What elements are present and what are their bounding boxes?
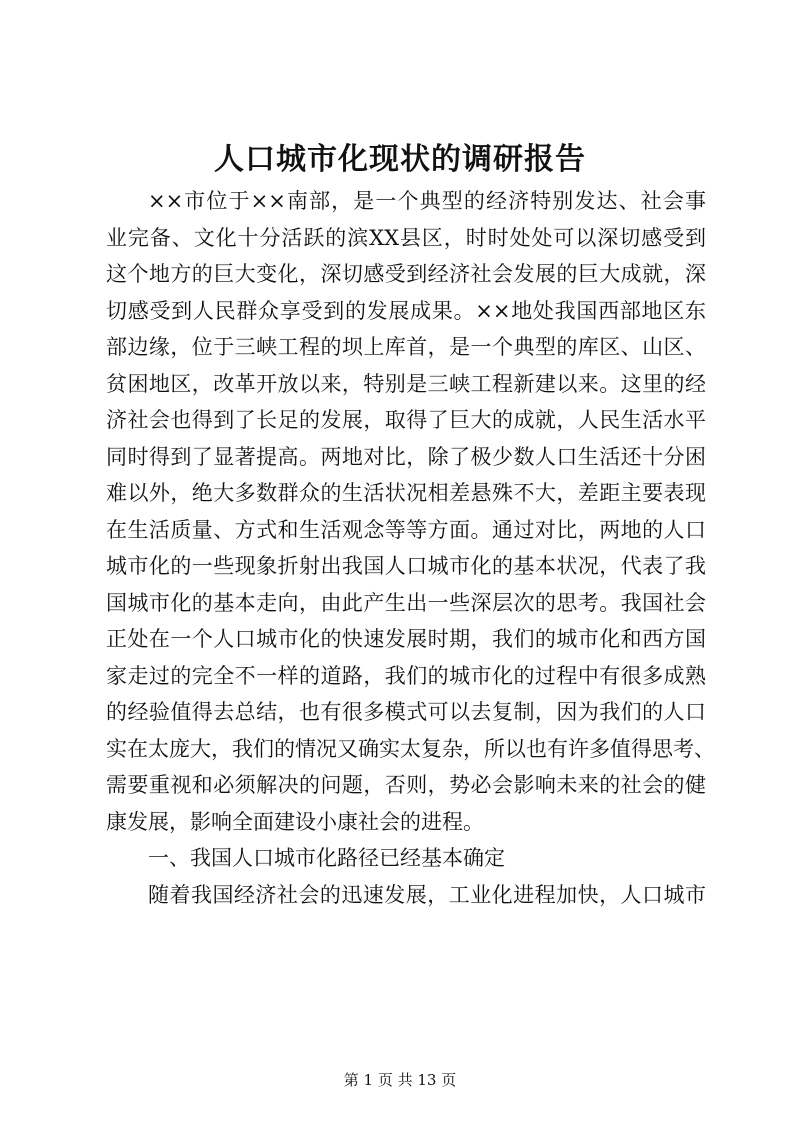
paragraph-line: 这个地方的巨大变化，深切感受到经济社会发展的巨大成就，深 — [106, 262, 706, 286]
document-title: 人口城市化现状的调研报告 — [214, 142, 586, 177]
section-heading: 一、我国人口城市化路径已经基本确定 — [148, 846, 505, 870]
paragraph-line: 正处在一个人口城市化的快速发展时期，我们的城市化和西方国 — [106, 627, 706, 651]
paragraph-line: 在生活质量、方式和生活观念等等方面。通过对比，两地的人口 — [106, 517, 706, 542]
paragraph-line: 部边缘，位于三峡工程的坝上库首，是一个典型的库区、山区、 — [106, 335, 706, 359]
paragraph-line: 的经验值得去总结，也有很多模式可以去复制，因为我们的人口 — [106, 700, 706, 724]
paragraph-line: 家走过的完全不一样的道路，我们的城市化的过程中有很多成熟 — [106, 663, 706, 688]
paragraph-line: 切感受到人民群众享受到的发展成果。××地处我国西部地区东 — [106, 298, 706, 323]
paragraph-line: 业完备、文化十分活跃的滨XX县区，时时处处可以深切感受到 — [106, 225, 706, 250]
paragraph-line: ××市位于××南部，是一个典型的经济特别发达、社会事 — [148, 189, 706, 213]
paragraph-line: 需要重视和必须解决的问题，否则，势必会影响未来的社会的健 — [106, 773, 706, 797]
paragraph-line: 国城市化的基本走向，由此产生出一些深层次的思考。我国社会 — [106, 590, 706, 615]
paragraph-line: 实在太庞大，我们的情况又确实太复杂，所以也有许多值得思考、 — [106, 736, 715, 761]
paragraph-line: 城市化的一些现象折射出我国人口城市化的基本状况，代表了我 — [106, 554, 706, 578]
paragraph-line: 康发展，影响全面建设小康社会的进程。 — [106, 809, 484, 834]
paragraph-line: 贫困地区，改革开放以来，特别是三峡工程新建以来。这里的经 — [106, 371, 706, 396]
paragraph-line: 难以外，绝大多数群众的生活状况相差悬殊不大，差距主要表现 — [106, 481, 706, 505]
paragraph-line: 济社会也得到了长足的发展，取得了巨大的成就，人民生活水平 — [106, 408, 706, 432]
document-body — [106, 183, 715, 913]
paragraph-line: 随着我国经济社会的迅速发展，工业化进程加快，人口城市 — [148, 882, 706, 907]
paragraph-line: 同时得到了显著提高。两地对比，除了极少数人口生活还十分困 — [106, 444, 706, 469]
page-footer: 第 1 页 共 13 页 — [343, 1071, 457, 1089]
